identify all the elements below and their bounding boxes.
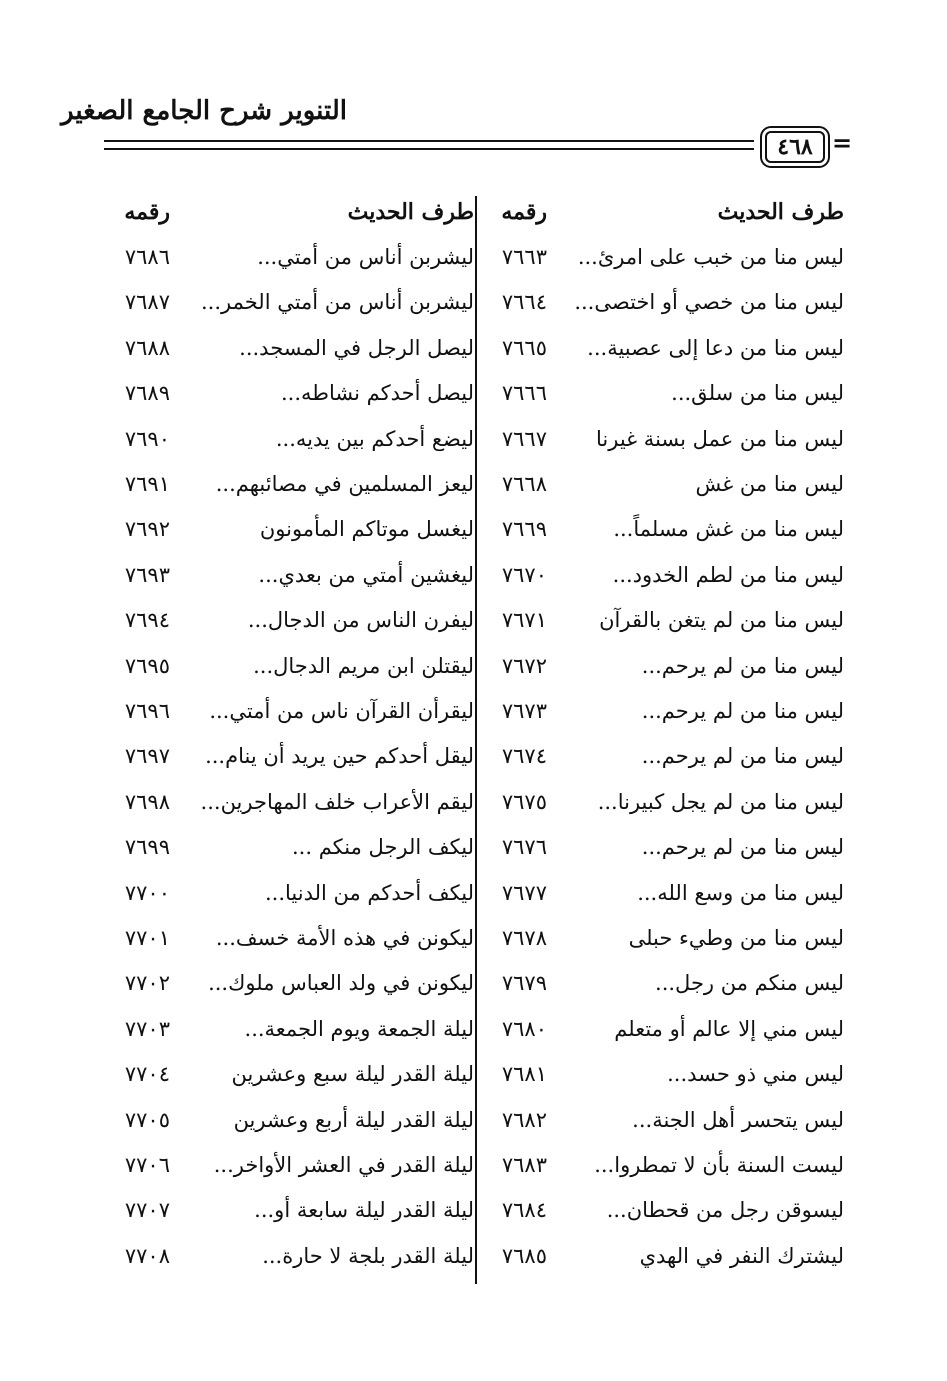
hadith-text: ليس منكم من رجل...: [655, 971, 844, 996]
table-header: [0, 192, 947, 237]
hadith-number: ٧٦٨٤: [501, 1198, 547, 1223]
hadith-number: ٧٦٩٤: [124, 608, 170, 633]
hadith-text: ليلة القدر ليلة سابعة أو...: [254, 1198, 474, 1223]
table-row: [0, 1009, 947, 1054]
hadith-number: ٧٦٦٥: [501, 335, 547, 360]
hadith-text: ليقتلن ابن مريم الدجال...: [253, 653, 474, 678]
col-header-num-right: رقمه: [501, 199, 547, 225]
hadith-text: ليس مني إلا عالم أو متعلم: [614, 1016, 844, 1041]
hadith-text: ليس منا من سلق...: [671, 381, 844, 406]
table-row: [0, 464, 947, 509]
table-row: [0, 827, 947, 872]
hadith-text: ليفرن الناس من الدجال...: [247, 608, 474, 633]
hadith-number: ٧٧٠١: [124, 926, 170, 950]
hadith-text: ليشربن أناس من أمتي...: [257, 245, 474, 269]
hadith-text: ليصل الرجل في المسجد...: [239, 335, 474, 360]
hadith-number: ٧٦٩٢: [124, 517, 170, 542]
header-rule-top: [104, 140, 754, 142]
hadith-number: ٧٦٧١: [501, 608, 547, 633]
table-row: [0, 782, 947, 827]
table-row: [0, 237, 947, 282]
table-row: [0, 918, 947, 963]
hadith-number: ٧٦٧٦: [501, 835, 547, 860]
table-row: [0, 419, 947, 464]
hadith-number: ٧٦٧٠: [501, 562, 547, 587]
hadith-text: ليس منا من عمل بسنة غيرنا: [595, 426, 844, 451]
hadith-text: ليست السنة بأن لا تمطروا...: [594, 1153, 844, 1177]
hadith-number: ٧٦٩٠: [124, 426, 170, 451]
hadith-number: ٧٦٩٣: [124, 562, 170, 587]
hadith-text: ليس منا من خبب على امرئ...: [577, 245, 844, 269]
hadith-text: ليس منا من خصي أو اختصى...: [574, 290, 844, 315]
hadith-text: ليضع أحدكم بين يديه...: [275, 426, 474, 451]
hadith-number: ٧٦٦٧: [501, 426, 547, 451]
book-title: التنوير شرح الجامع الصغير: [61, 96, 347, 126]
hadith-number: ٧٦٧٢: [501, 653, 547, 678]
header-rule-bottom: [104, 148, 754, 150]
hadith-number: ٧٦٩٧: [124, 744, 170, 769]
table-row: [0, 328, 947, 373]
hadith-text: ليلة القدر بلجة لا حارة...: [262, 1243, 474, 1268]
hadith-number: ٧٦٨٨: [124, 335, 170, 360]
hadith-number: ٧٦٧٤: [501, 744, 547, 769]
hadith-text: ليكف الرجل منكم ...: [292, 835, 474, 860]
table-row: [0, 509, 947, 554]
hadith-text: ليكف أحدكم من الدنيا...: [264, 880, 474, 905]
page-number-mark: =: [832, 128, 853, 157]
hadith-text: ليس منا من غش مسلماً...: [613, 517, 844, 542]
hadith-number: ٧٦٧٧: [501, 880, 547, 905]
hadith-number: ٧٦٧٥: [501, 789, 547, 814]
page-number: ٤٦٨: [765, 131, 825, 163]
hadith-number: ٧٦٦٣: [501, 245, 547, 269]
table-row: [0, 600, 947, 645]
hadith-text: ليغشين أمتي من بعدي...: [258, 562, 474, 587]
hadith-number: ٧٦٦٤: [501, 290, 547, 315]
hadith-number: ٧٦٩٩: [124, 835, 170, 860]
hadith-number: ٧٧٠٥: [124, 1107, 170, 1132]
hadith-number: ٧٦٧٩: [501, 971, 547, 996]
hadith-text: ليقل أحدكم حين يريد أن ينام...: [205, 744, 474, 769]
hadith-number: ٧٦٨٥: [501, 1243, 547, 1268]
hadith-number: ٧٧٠٦: [124, 1153, 170, 1177]
hadith-number: ٧٧٠٠: [124, 880, 170, 905]
hadith-text: ليس منا من لم يرحم...: [641, 835, 844, 860]
hadith-number: ٧٧٠٣: [124, 1016, 170, 1041]
hadith-text: ليس منا من وسع الله...: [637, 880, 844, 905]
table-row: [0, 1190, 947, 1235]
table-row: [0, 1145, 947, 1190]
hadith-number: ٧٧٠٤: [124, 1062, 170, 1087]
hadith-number: ٧٦٧٨: [501, 926, 547, 950]
hadith-number: ٧٦٧٣: [501, 699, 547, 723]
hadith-number: ٧٦٨٢: [501, 1107, 547, 1132]
table-row: [0, 646, 947, 691]
hadith-text: ليلة الجمعة ويوم الجمعة...: [244, 1016, 474, 1041]
hadith-number: ٧٦٨٦: [124, 245, 170, 269]
table-row: [0, 555, 947, 600]
hadith-number: ٧٦٦٩: [501, 517, 547, 542]
table-row: [0, 736, 947, 781]
table-row: [0, 1236, 947, 1281]
hadith-text: ليلة القدر في العشر الأواخر...: [213, 1153, 474, 1177]
table-row: [0, 873, 947, 918]
hadith-text: ليغسل موتاكم المأمونون: [259, 517, 474, 542]
table-row: [0, 1054, 947, 1099]
col-header-text-left: طرف الحديث: [347, 199, 474, 225]
hadith-text: ليلة القدر ليلة أربع وعشرين: [233, 1107, 474, 1132]
hadith-number: ٧٧٠٧: [124, 1198, 170, 1223]
table-row: [0, 963, 947, 1008]
hadith-text: ليس منا من لم يرحم...: [641, 653, 844, 678]
hadith-text: ليس منا من لطم الخدود...: [612, 562, 844, 587]
hadith-number: ٧٦٩٦: [124, 699, 170, 723]
hadith-text: ليصل أحدكم نشاطه...: [281, 381, 474, 406]
col-header-num-left: رقمه: [124, 199, 170, 225]
hadith-text: ليكونن في ولد العباس ملوك...: [208, 971, 474, 996]
table-row: [0, 691, 947, 736]
hadith-text: ليشترك النفر في الهدي: [639, 1243, 844, 1268]
hadith-text: ليلة القدر ليلة سبع وعشرين: [231, 1062, 474, 1087]
table-row: [0, 373, 947, 418]
hadith-number: ٧٦٩٨: [124, 789, 170, 814]
col-header-text-right: طرف الحديث: [717, 199, 844, 225]
hadith-number: ٧٦٦٨: [501, 472, 547, 496]
hadith-text: ليكونن في هذه الأمة خسف...: [215, 926, 474, 950]
table-row: [0, 282, 947, 327]
hadith-number: ٧٧٠٨: [124, 1243, 170, 1268]
hadith-number: ٧٦٨٠: [501, 1016, 547, 1041]
hadith-number: ٧٧٠٢: [124, 971, 170, 996]
hadith-number: ٧٦٨١: [501, 1062, 547, 1087]
hadith-number: ٧٦٦٦: [501, 381, 547, 406]
hadith-number: ٧٦٩٥: [124, 653, 170, 678]
hadith-text: ليس منا من لم يرحم...: [641, 744, 844, 769]
hadith-text: ليس منا من غش: [695, 472, 844, 496]
hadith-number: ٧٦٨٩: [124, 381, 170, 406]
hadith-text: ليس منا من دعا إلى عصبية...: [587, 335, 844, 360]
hadith-text: ليس منا من لم يتغن بالقرآن: [599, 608, 844, 633]
hadith-text: ليشربن أناس من أمتي الخمر...: [201, 290, 474, 315]
hadith-text: ليقم الأعراب خلف المهاجرين...: [200, 789, 474, 814]
table-row: [0, 1100, 947, 1145]
hadith-text: ليعز المسلمين في مصائبهم...: [215, 472, 474, 496]
hadith-text: ليس منا من لم يرحم...: [641, 699, 844, 723]
hadith-text: ليسوقن رجل من قحطان...: [606, 1198, 844, 1223]
hadith-number: ٧٦٨٧: [124, 290, 170, 315]
hadith-text: ليس منا من وطيء حبلى: [628, 926, 844, 950]
hadith-text: ليس منا من لم يجل كبيرنا...: [597, 789, 844, 814]
hadith-number: ٧٦٩١: [124, 472, 170, 496]
hadith-number: ٧٦٨٣: [501, 1153, 547, 1177]
hadith-text: ليس مني ذو حسد...: [667, 1062, 844, 1087]
hadith-text: ليس يتحسر أهل الجنة...: [632, 1107, 844, 1132]
hadith-text: ليقرأن القرآن ناس من أمتي...: [209, 699, 474, 723]
